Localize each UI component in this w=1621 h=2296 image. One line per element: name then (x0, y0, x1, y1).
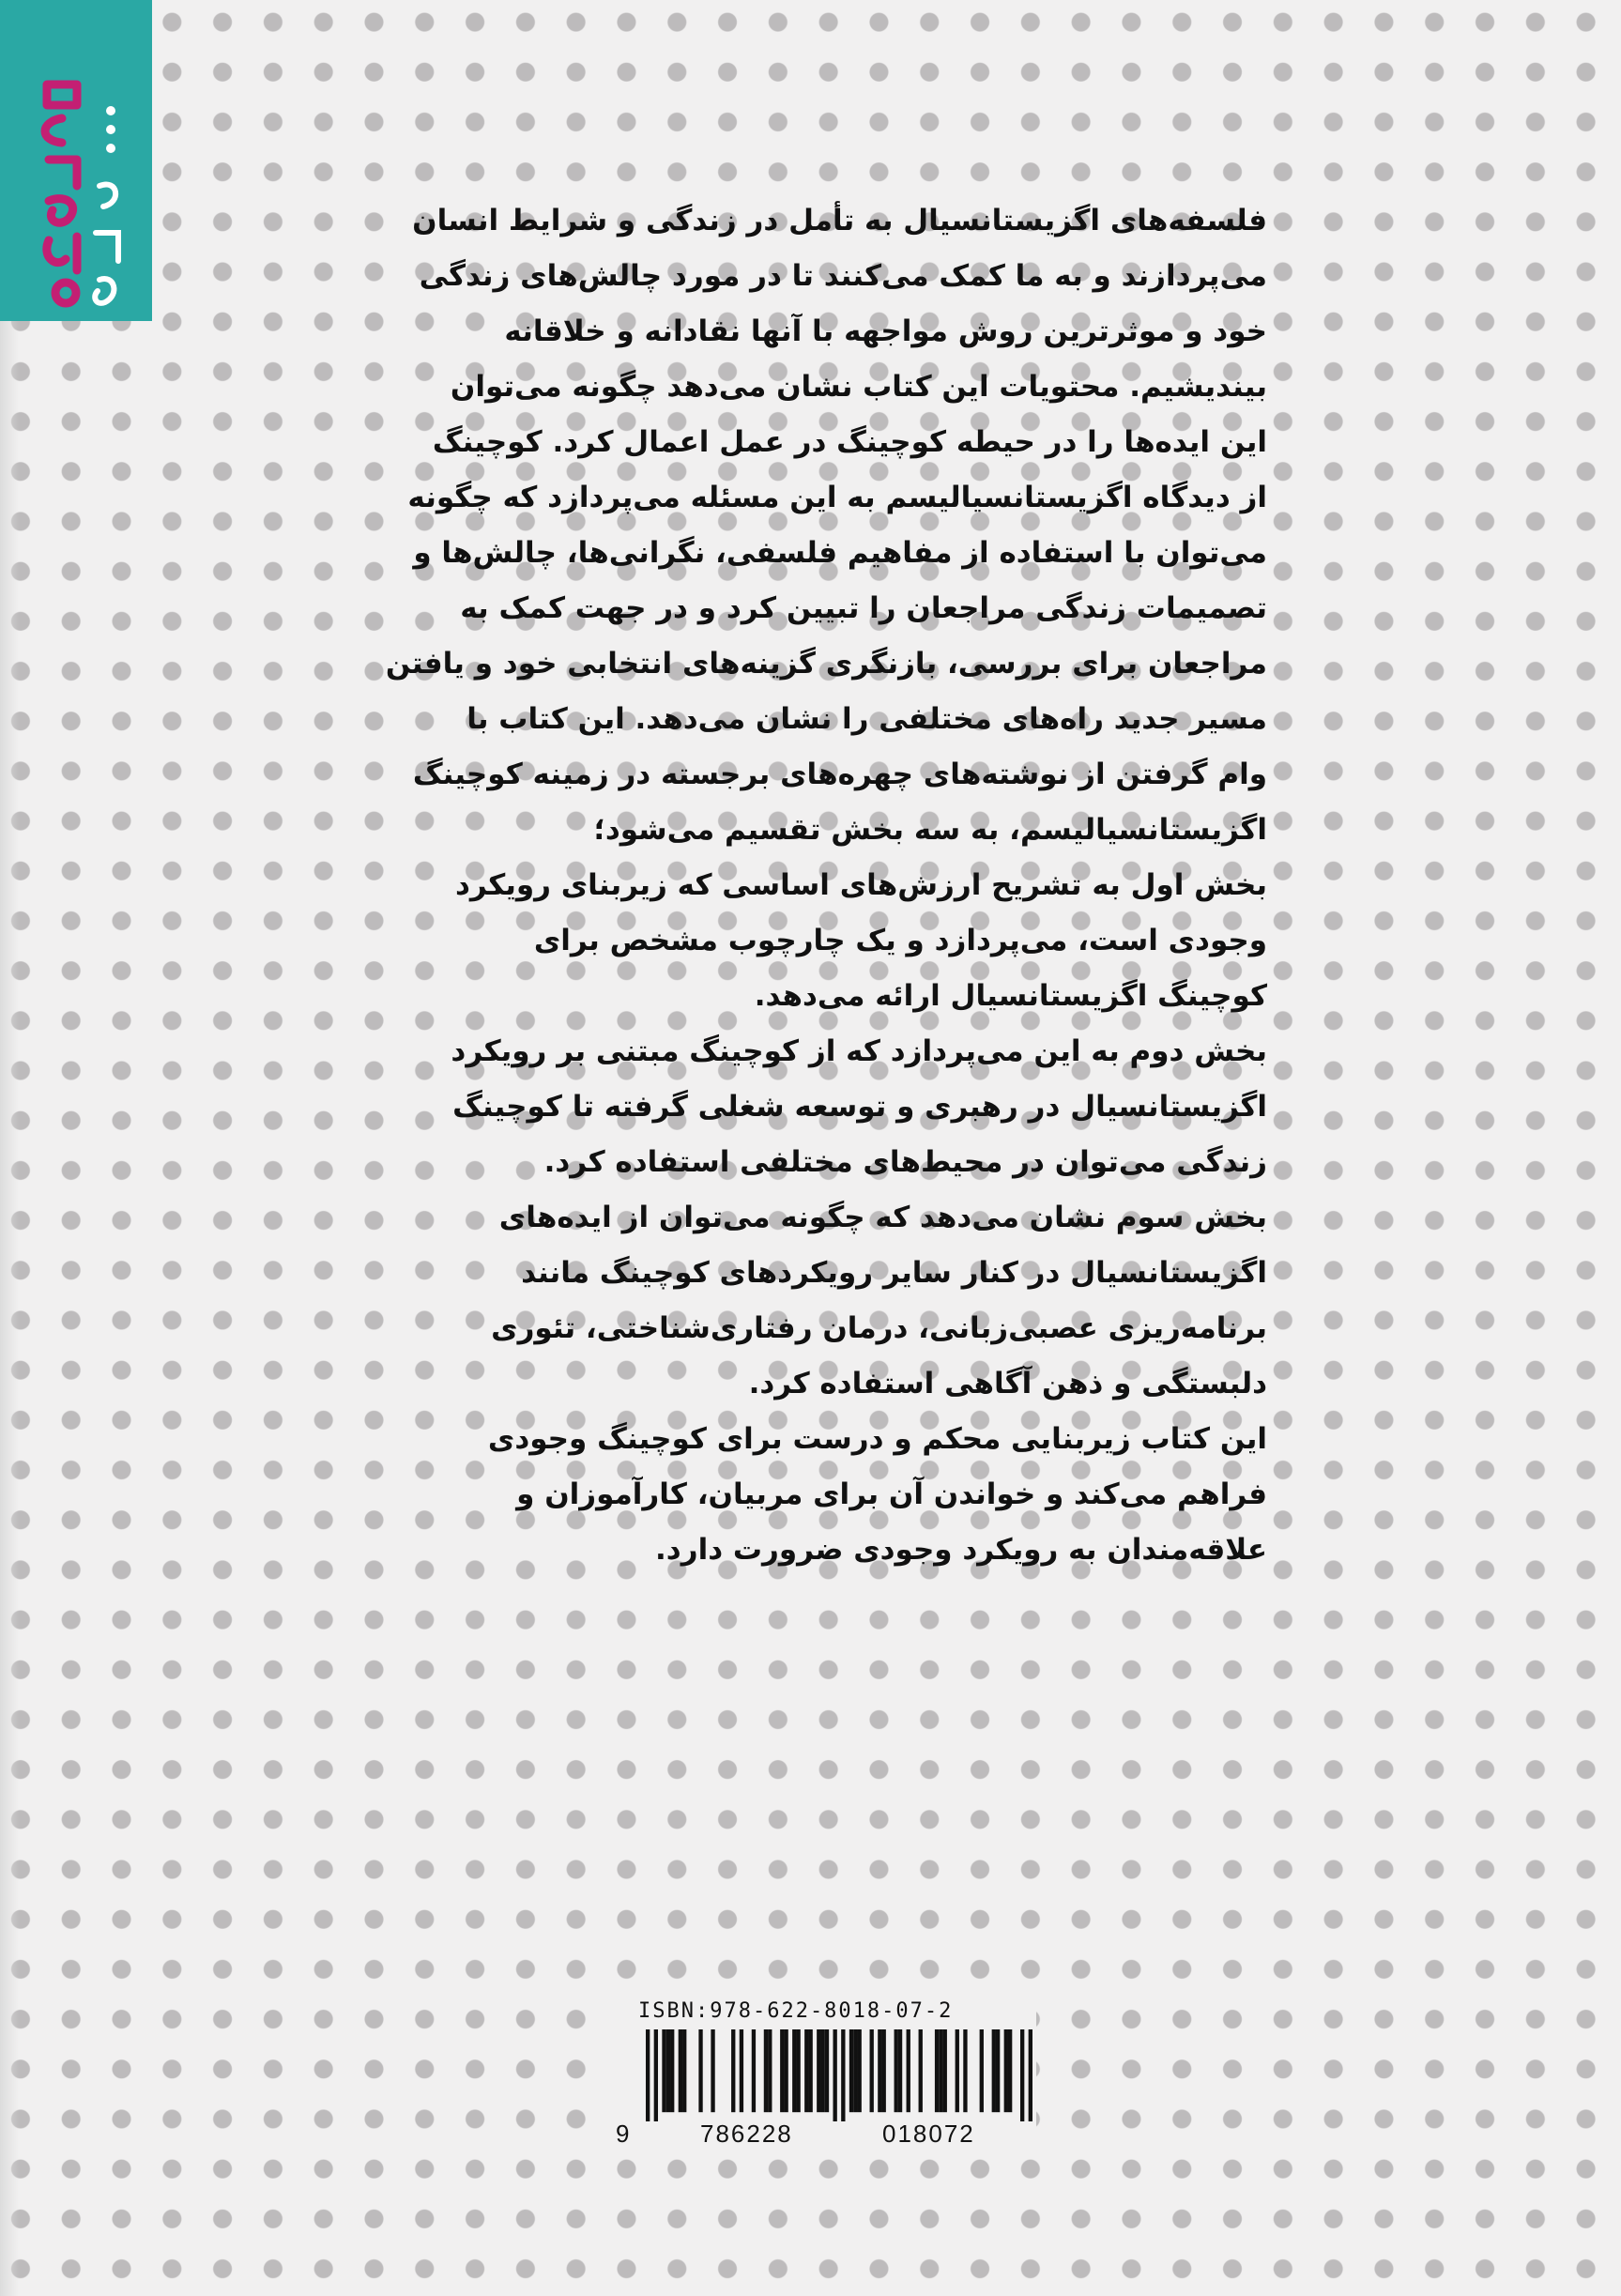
barcode-bar (731, 2029, 735, 2112)
blurb-line: این کتاب زیربنایی محکم و درست برای کوچینگ وجودی (487, 1422, 1267, 1456)
barcode-bar (943, 2029, 947, 2112)
blurb-line: دلبستگی و ذهن آگاهی استفاده کرد. (748, 1367, 1267, 1401)
barcode-bar (939, 2029, 942, 2112)
barcode-digit-first: 9 (616, 2120, 630, 2148)
barcode-bar (895, 2029, 898, 2112)
barcode-bar (996, 2029, 1000, 2112)
barcode-bar (780, 2029, 784, 2112)
blurb-line: از دیدگاه اگزیستانسیالیسم به این مسئله می‌پردازد که چگونه (407, 481, 1267, 514)
barcode-bar (808, 2029, 812, 2112)
barcode-bar (646, 2029, 650, 2121)
blurb-line: این ایده‌ها را در حیطه کوچینگ در عمل اعمال کرد. کوچینگ (432, 425, 1267, 459)
blurb-line: تصمیمات زندگی مراجعان را تبیین کرد و در جهت کمک به (460, 591, 1267, 625)
barcode-bar (870, 2029, 874, 2112)
barcode-bar (849, 2029, 853, 2112)
publisher-logo (21, 73, 133, 317)
barcode-bar (956, 2029, 959, 2112)
blurb-line: بخش سوم نشان می‌دهد که چگونه می‌توان از ایده‌های (498, 1201, 1267, 1234)
blurb-line: بخش دوم به این می‌پردازد که از کوچینگ مبتنی بر رویکرد (451, 1034, 1267, 1068)
blurb-line: کوچینگ اگزیستانسیال ارائه می‌دهد. (754, 979, 1267, 1013)
barcode-bar (679, 2029, 682, 2112)
barcode-digits-left: 786228 (700, 2120, 793, 2148)
barcode-bar (670, 2029, 674, 2112)
blurb-line: وام گرفتن از نوشته‌های چهره‌های برجسته در زمینه کوچینگ (412, 758, 1267, 791)
blurb-line: زندگی می‌توان در محیط‌های مختلفی استفاده کرد. (543, 1145, 1267, 1179)
barcode-bar (1008, 2029, 1012, 2112)
barcode-bar (768, 2029, 772, 2112)
isbn-number: ISBN:978-622-8018-07-2 (638, 1999, 954, 2023)
barcode-digits (599, 2120, 1036, 2148)
barcode-bar (682, 2029, 686, 2112)
blurb-line: خود و موثرترین روش مواجهه با آنها نقادانه و خلاقانه (504, 314, 1267, 348)
barcode-bar (817, 2029, 820, 2112)
barcode-bar (764, 2029, 768, 2112)
barcode-bar (833, 2029, 836, 2121)
barcode-bar (784, 2029, 788, 2112)
blurb-line: بیندیشیم. محتویات این کتاب نشان می‌دهد چگونه می‌توان (450, 370, 1267, 404)
barcode-bar (980, 2029, 984, 2112)
blurb-line: اگزیستانسیال در کنار سایر رویکردهای کوچینگ مانند (521, 1256, 1267, 1290)
barcode-bar (1020, 2029, 1024, 2121)
blurb-line: فراهم می‌کند و خواندن آن برای مربیان، کارآموزان و (516, 1477, 1267, 1511)
barcode-bar (820, 2029, 824, 2112)
blurb-line: علاقه‌مندان به رویکرد وجودی ضرورت دارد. (655, 1533, 1267, 1567)
blurb-line: می‌پردازند و به ما کمک می‌کنند تا در مورد چالش‌های زندگی (419, 259, 1267, 293)
barcode-bars (646, 2029, 1032, 2121)
barcode-bar (898, 2029, 902, 2112)
barcode-bar (804, 2029, 808, 2112)
barcode-bar (882, 2029, 886, 2112)
barcode-bar (666, 2029, 670, 2112)
blurb-line: مراجعان برای بررسی، بازنگری گزینه‌های انتخابی خود و یافتن (385, 647, 1267, 681)
barcode-bar (698, 2029, 702, 2112)
blurb-line: اگزیستانسیال در رهبری و توسعه شغلی گرفته تا کوچینگ (452, 1090, 1267, 1124)
barcode-bar (1004, 2029, 1008, 2112)
barcode-bar (841, 2029, 845, 2121)
publisher-logo-tab (0, 0, 152, 321)
barcode-bar (919, 2029, 923, 2112)
barcode-bar (858, 2029, 862, 2112)
barcode-bar (878, 2029, 881, 2112)
isbn-barcode (599, 1999, 1036, 2151)
barcode-bar (654, 2029, 658, 2121)
blurb-line: برنامه‌ریزی عصبی‌زبانی، درمان رفتاری‌شناختی، تئوری (491, 1311, 1267, 1345)
blurb-line: بخش اول به تشریح ارزش‌های اساسی که زیربنای رویکرد (455, 868, 1267, 902)
back-cover-blurb (375, 193, 1267, 1578)
barcode-digits-right: 018072 (882, 2120, 975, 2148)
barcode-bar (792, 2029, 796, 2112)
barcode-bar (907, 2029, 910, 2112)
spine-edge (0, 0, 19, 2296)
barcode-bar (853, 2029, 857, 2112)
barcode-bar (662, 2029, 665, 2112)
barcode-bar (711, 2029, 714, 2112)
blurb-line: فلسفه‌های اگزیستانسیال به تأمل در زندگی و شرایط انسان (412, 204, 1267, 237)
barcode-bar (935, 2029, 939, 2112)
barcode-bar (992, 2029, 996, 2112)
barcode-bar (740, 2029, 743, 2112)
barcode-bar (796, 2029, 800, 2112)
blurb-line: می‌توان با استفاده از مفاهیم فلسفی، نگرانی‌ها، چالش‌ها و (413, 536, 1267, 570)
barcode-bar (963, 2029, 967, 2112)
blurb-line: وجودی است، می‌پردازد و یک چارچوب مشخص برای (533, 924, 1267, 957)
blurb-line: اگزیستانسیالیسم، به سه بخش تقسیم می‌شود؛ (593, 813, 1267, 847)
barcode-bar (752, 2029, 756, 2112)
barcode-bar (825, 2029, 829, 2112)
barcode-bar (1029, 2029, 1032, 2121)
blurb-line: مسیر جدید راه‌های مختلفی را نشان می‌دهد. این کتاب با (466, 702, 1267, 736)
